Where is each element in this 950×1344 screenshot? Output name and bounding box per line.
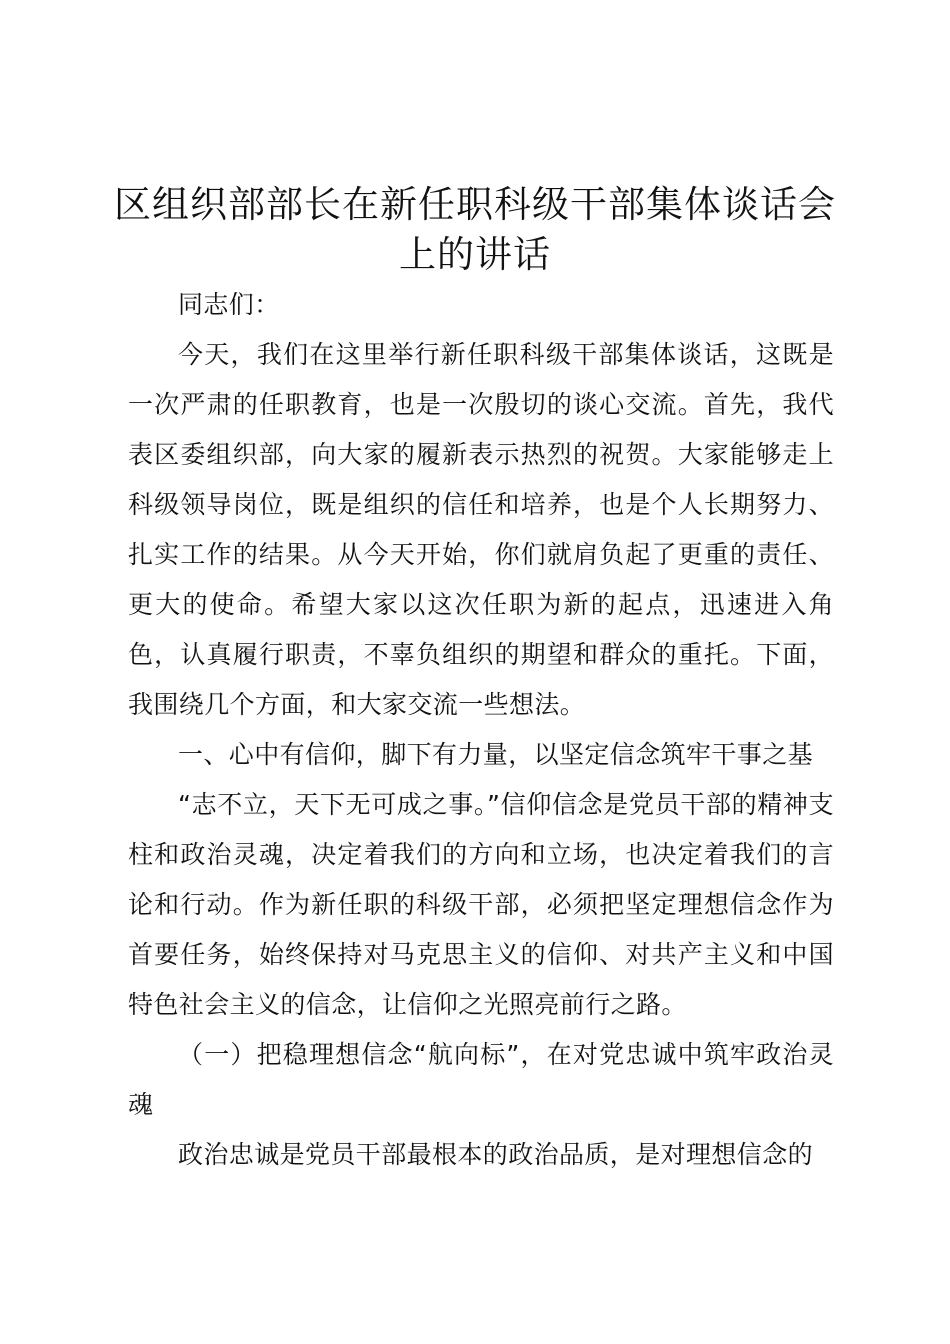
intro-paragraph: 今天，我们在这里举行新任职科级干部集体谈话，这既是一次严肃的任职教育，也是一次殷切的谈心交流。首先，我代表区委组织部，向大家的履新表示热烈的祝贺。大家能够走上科级领导岗位，既是组织的信任和培养，也是个人长期努力、扎实工作的结果。从今天开始，你们就肩负起了更重的责任、更大的使命。希望大家以这次任职为新的起点，迅速进入角色，认真履行职责，不辜负组织的期望和群众的重托。下面，我围绕几个方面，和大家交流一些想法。 <box>128 340 834 719</box>
section-1-paragraph: “志不立，天下无可成之事。”信仰信念是党员干部的精神支柱和政治灵魂，决定着我们的方向和立场，也决定着我们的言论和行动。作为新任职的科级干部，必须把坚定理想信念作为首要任务，始终保持对马克思主义的信仰、对共产主义和中国特色社会主义的信念，让信仰之光照亮前行之路。 <box>128 790 834 1019</box>
document-title: 区组织部部长在新任职科级干部集体谈话会上的讲话 <box>114 183 836 276</box>
subsection-1-paragraph: 政治忠诚是党员干部最根本的政治品质，是对理想信念的 <box>178 1140 814 1169</box>
subsection-heading-1: （一）把稳理想信念“航向标”，在对党忠诚中筑牢政治灵魂 <box>128 1040 834 1119</box>
salutation: 同志们： <box>178 290 280 319</box>
document-body <box>128 280 834 1180</box>
section-heading-1: 一、心中有信仰，脚下有力量，以坚定信念筑牢干事之基 <box>178 740 814 769</box>
